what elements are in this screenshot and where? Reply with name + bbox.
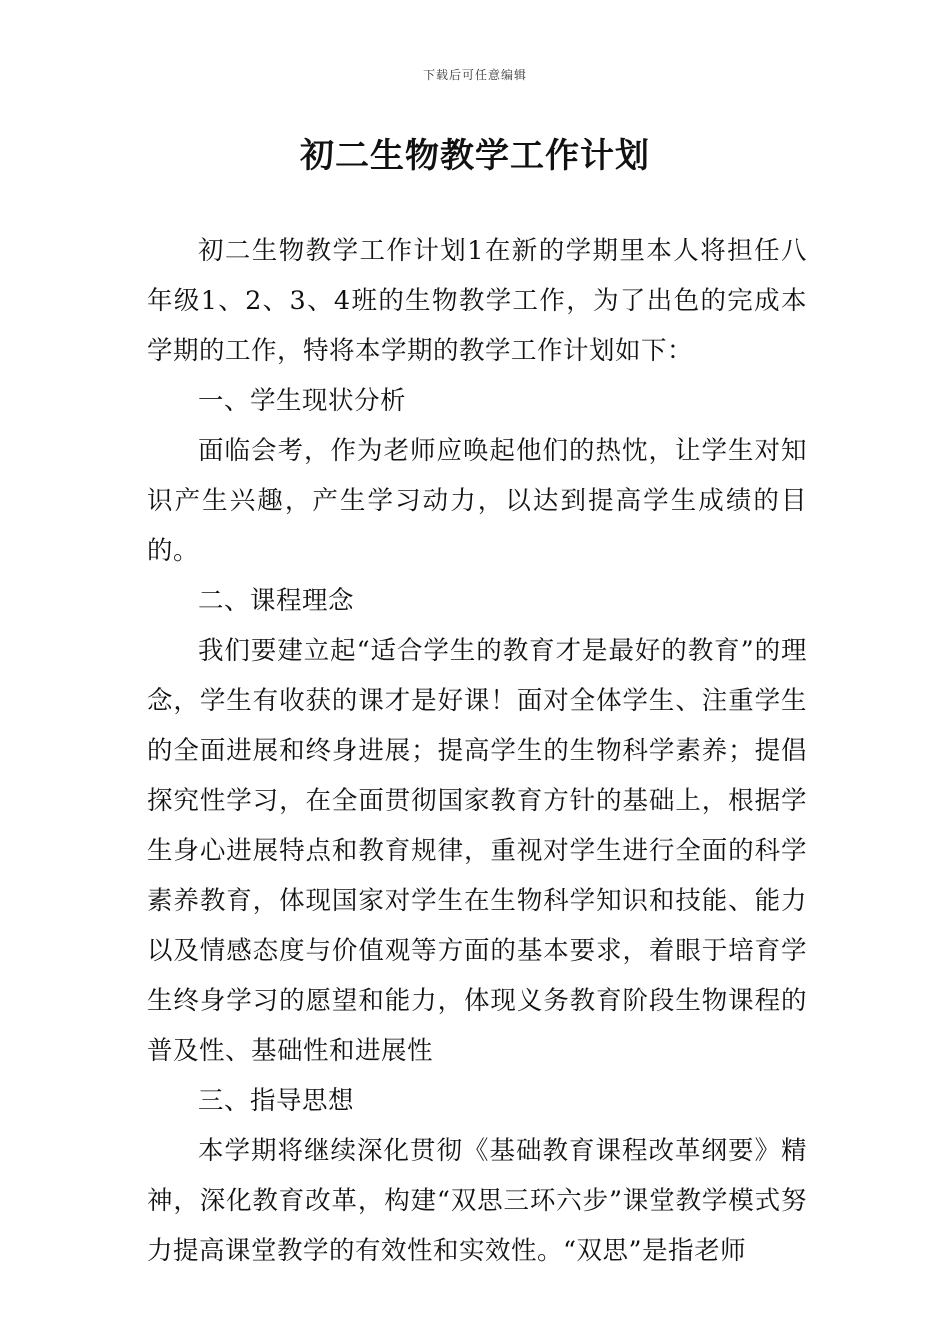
section-heading-student-analysis: 一、学生现状分析 — [198, 386, 407, 416]
section-heading-guiding-ideology: 三、指导思想 — [198, 1086, 355, 1116]
section-heading-curriculum-concept: 二、课程理念 — [198, 586, 355, 616]
page-title: 初二生物教学工作计划 — [300, 136, 650, 176]
intro-paragraph: 初二生物教学工作计划1在新的学期里本人将担任八年级1、2、3、4班的生物教学工作，为了出色的完成本学期的工作，特将本学期的教学工作计划如下： — [147, 236, 807, 366]
section-paragraph-student-analysis: 面临会考，作为老师应唤起他们的热忱，让学生对知识产生兴趣，产生学习动力，以达到提高学生成绩的目的。 — [147, 436, 807, 566]
document-body — [147, 226, 807, 1276]
section-paragraph-guiding-ideology: 本学期将继续深化贯彻《基础教育课程改革纲要》精神，深化教育改革，构建“双思三环六步”课堂教学模式努力提高课堂教学的有效性和实效性。“双思”是指老师 — [147, 1136, 807, 1266]
section-paragraph-curriculum-concept: 我们要建立起“适合学生的教育才是最好的教育”的理念，学生有收获的课才是好课！面对全体学生、注重学生的全面进展和终身进展；提高学生的生物科学素养；提倡探究性学习，在全面贯彻国家教育方针的基础上，根据学生身心进展特点和教育规律，重视对学生进行全面的科学素养教育，体现国家对学生在生物科学知识和技能、能力以及情感态度与价值观等方面的基本要求，着眼于培育学生终身学习的愿望和能力，体现义务教育阶段生物课程的普及性、基础性和进展性 — [147, 636, 807, 1066]
header-note: 下载后可任意编辑 — [422, 68, 527, 82]
